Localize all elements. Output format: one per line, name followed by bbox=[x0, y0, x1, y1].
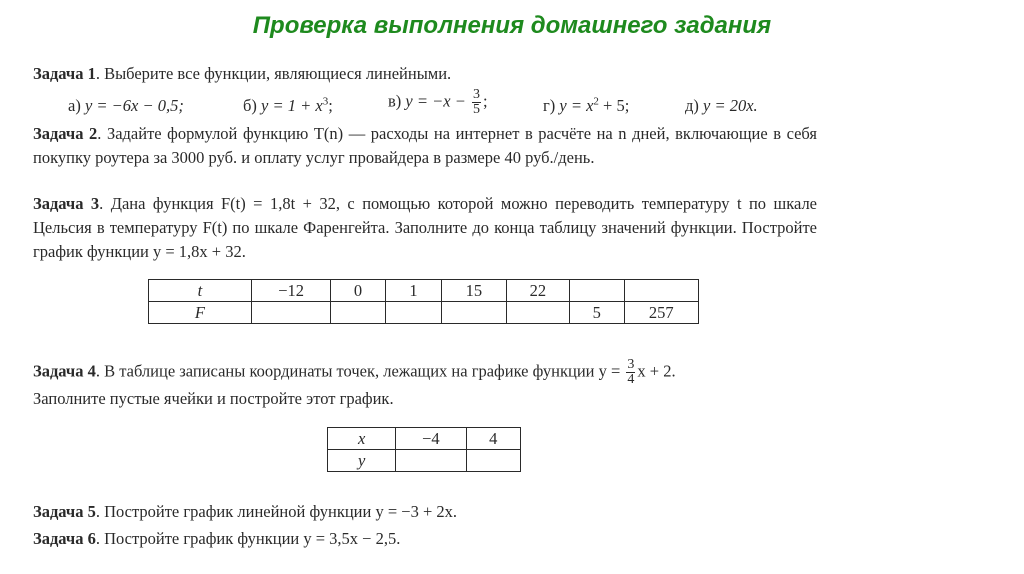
task-5 bbox=[33, 500, 817, 524]
task-1 bbox=[33, 62, 817, 86]
option-a: а) y = −6x − 0,5; bbox=[68, 96, 184, 115]
option-b: б) $y = 1 + x^3$; bbox=[243, 95, 333, 115]
fraction: $\frac{3}{4}$ bbox=[627, 357, 635, 387]
task-6-label: Задача 6 bbox=[33, 529, 96, 548]
fraction: $\frac{3}{5}$ bbox=[472, 87, 480, 117]
option-d: г) $y = x^2 + 5$; bbox=[543, 95, 630, 115]
table-row: t −12 0 1 15 22 bbox=[149, 280, 699, 302]
task-3-table bbox=[148, 279, 699, 324]
task-5-label: Задача 5 bbox=[33, 502, 96, 521]
table-row: x −4 4 bbox=[328, 428, 521, 450]
option-c: в) y = −x − $\frac{3}{5}$ ; bbox=[388, 87, 488, 117]
table-row: y bbox=[328, 450, 521, 472]
task-4: Задача 4. В таблице записаны координаты точек, лежащих на графике функции y = $\frac{3}{4}$ x + 2. Заполните пустые ячейки и постройте этот график. bbox=[33, 357, 676, 408]
task-4-text-2: Заполните пустые ячейки и постройте этот график. bbox=[33, 389, 394, 408]
task-1-text: . Выберите все функции, являющиеся линейными. bbox=[95, 64, 452, 83]
task-2-label: Задача 2 bbox=[33, 124, 98, 143]
option-e: д) y = 20x. bbox=[685, 96, 758, 115]
task-4-table bbox=[327, 427, 521, 472]
task-6-text: . Постройте график функции y = 3,5x − 2,5. bbox=[95, 529, 401, 548]
task-3-label: Задача 3 bbox=[33, 194, 100, 213]
task-2 bbox=[33, 122, 817, 170]
task-4-text: . В таблице записаны координаты точек, лежащих на графике функции y = bbox=[95, 361, 625, 381]
task-3 bbox=[33, 192, 817, 264]
task-3-text: . Дана функция F(t) = 1,8t + 32, с помощью которой можно переводить температуру t по шкале Цельсия в температуру F(t) по шкале Фаренгейта. Заполните до конца таблицу значений функции. Постройте график функции y = 1,8x + 32. bbox=[33, 194, 817, 261]
table-row: F 5 257 bbox=[149, 302, 699, 324]
task-5-text: . Постройте график линейной функции y = −3 + 2x. bbox=[95, 502, 457, 521]
task-1-label: Задача 1 bbox=[33, 64, 96, 83]
page-title: Проверка выполнения домашнего задания bbox=[252, 12, 772, 39]
task-2-text: . Задайте формулой функцию T(n) — расходы на интернет в расчёте на n дней, включающие в себя покупку роутера за 3000 руб. и оплату услуг провайдера в размере 40 руб./день. bbox=[33, 124, 818, 167]
task-6 bbox=[33, 527, 817, 551]
task-4-label: Задача 4 bbox=[33, 361, 96, 381]
